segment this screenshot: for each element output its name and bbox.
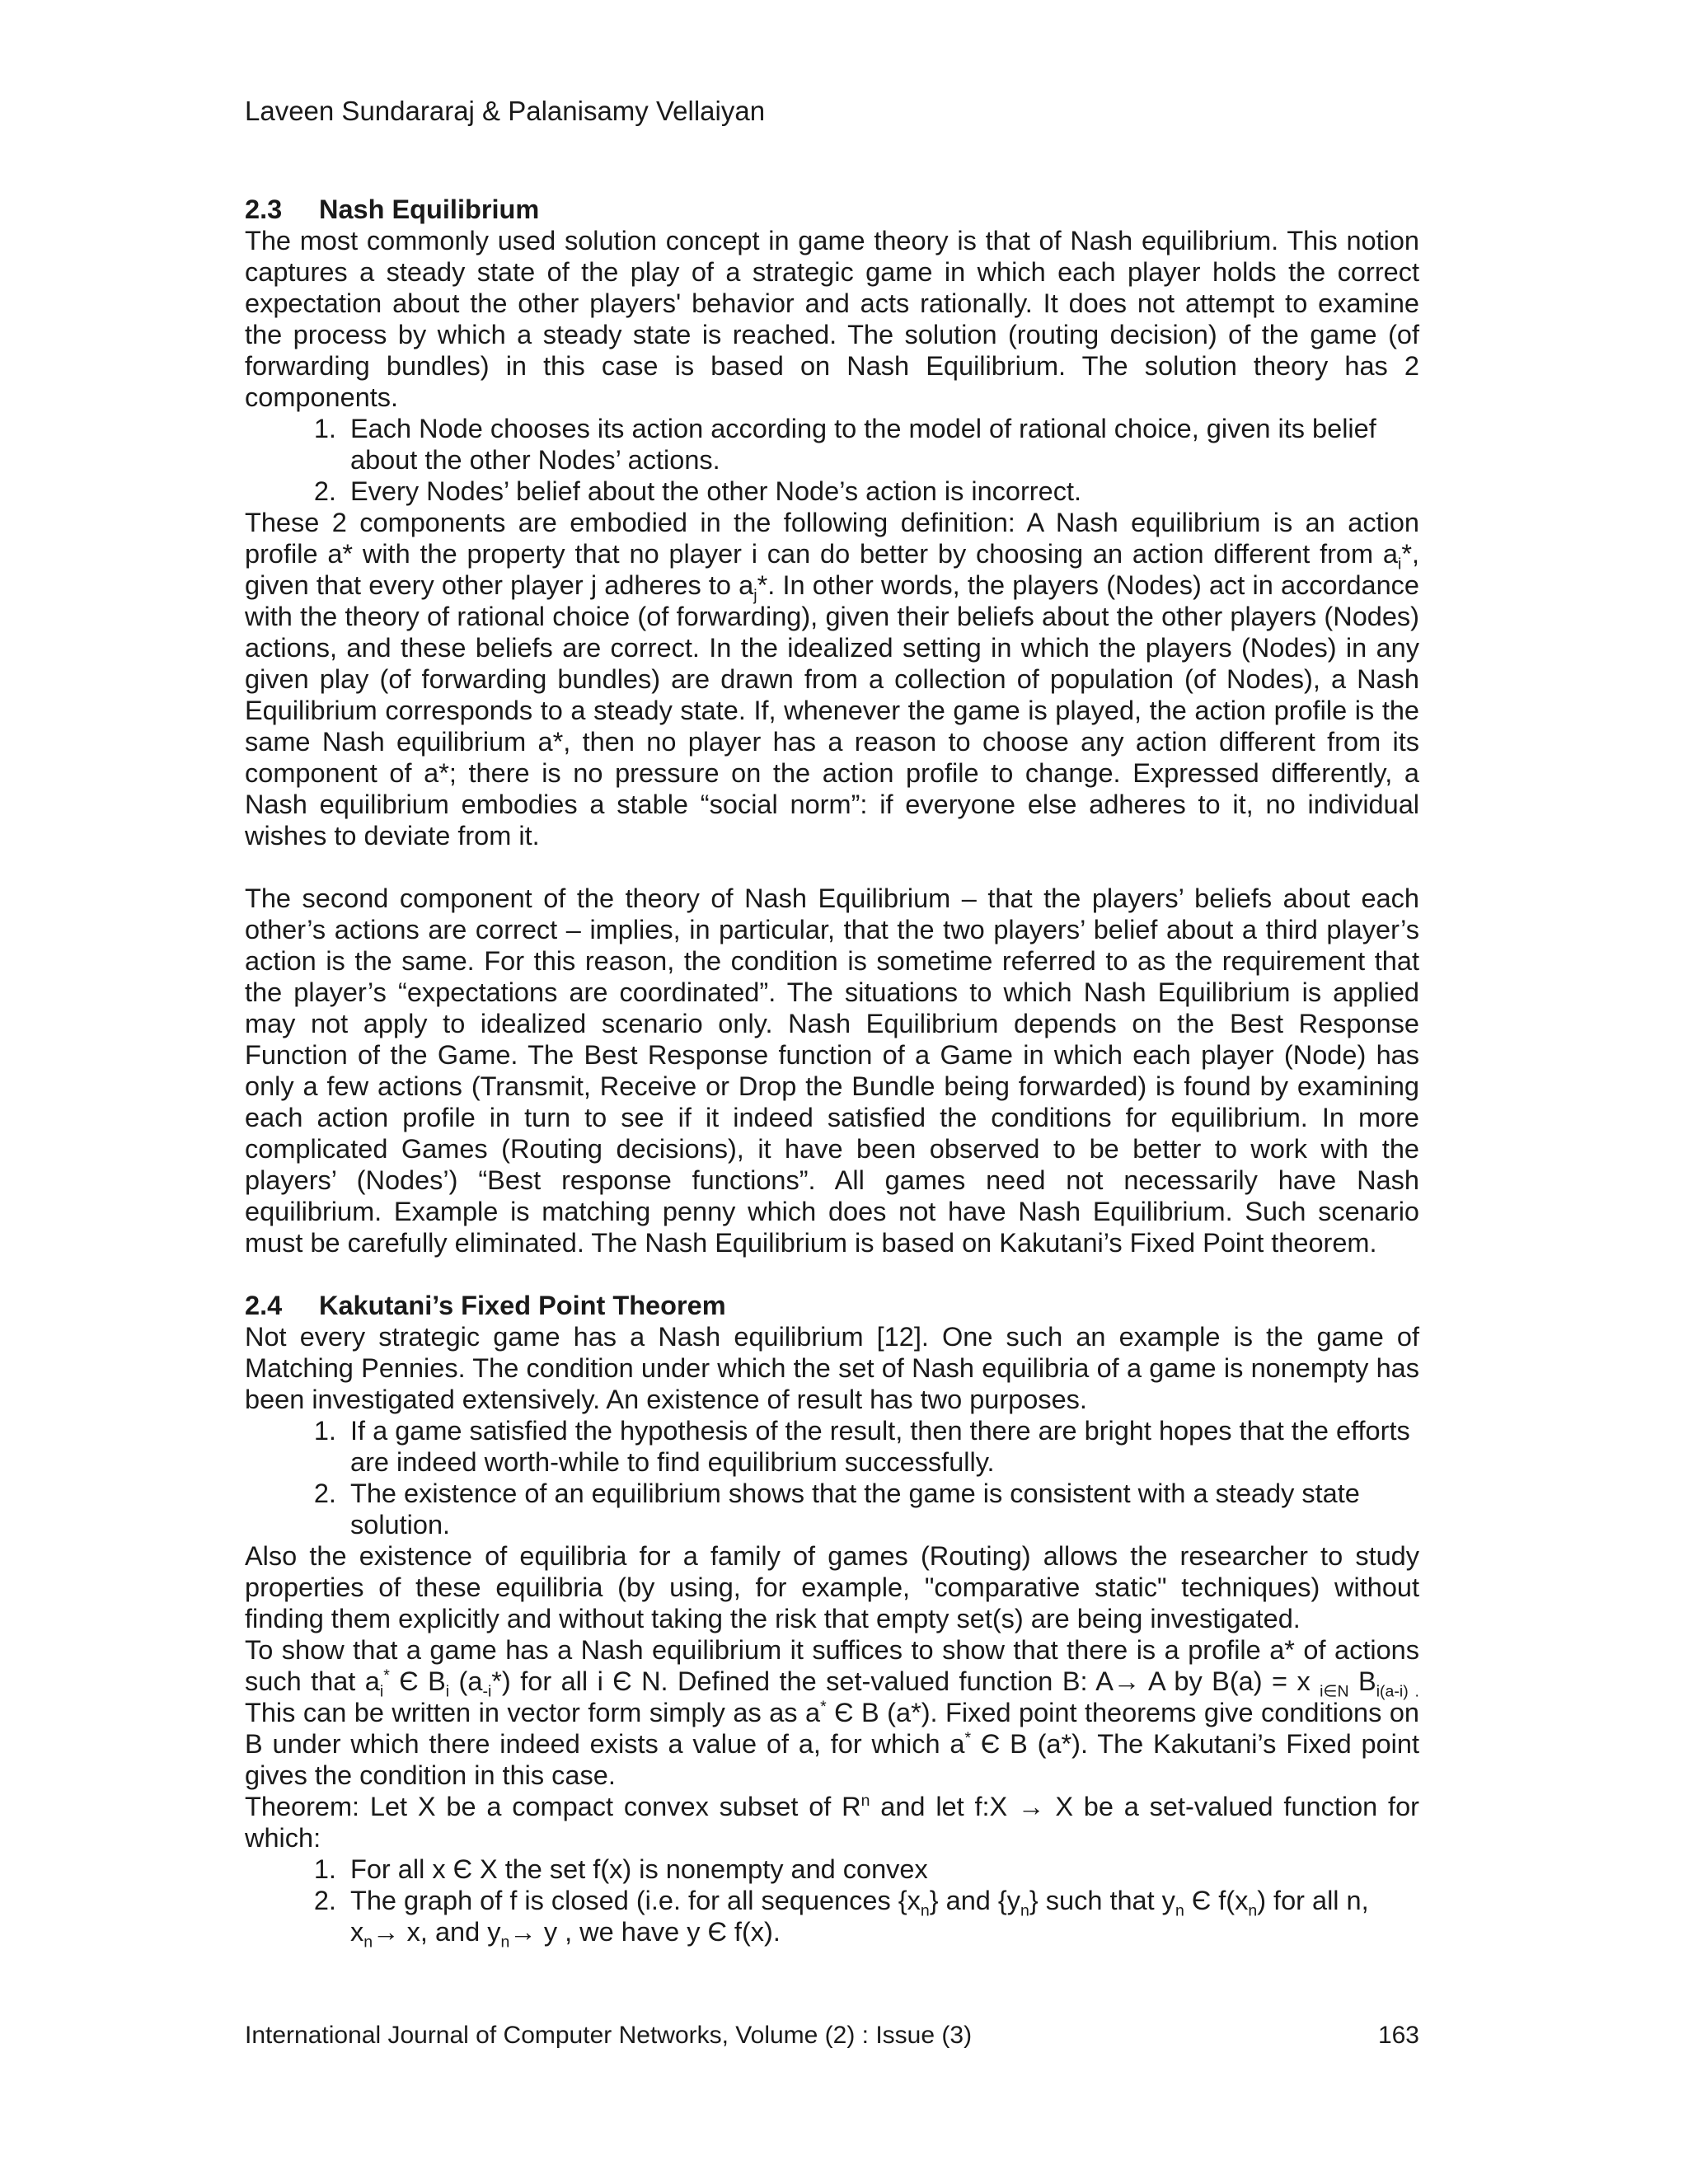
list-item: 1. Each Node chooses its action according to the model of rational choice, given its belief about the other Nodes’ actions. bbox=[344, 413, 1419, 476]
list-item: 1. If a game satisfied the hypothesis of the result, then there are bright hopes that the efforts are indeed worth-while to find equilibrium successfully. bbox=[344, 1415, 1419, 1478]
journal-name: International Journal of Computer Networks, Volume (2) : Issue (3) bbox=[245, 2022, 973, 2049]
section-heading-2-4: 2.4 Kakutani’s Fixed Point Theorem bbox=[245, 1291, 726, 1320]
paragraph: To show that a game has a Nash equilibrium it suffices to show that there is a profile a* of actions such that $a_i^*$ Є $B_i$ $(a_{-i}*)$ for all i Є N. Defined the set-valued function B: A→ A by B(a) = x $_{i\in N}$ $B_{i(a-i) .}$ This can be written in vector form simply as as a* Є B (a*). Fixed point theorems give conditions on B under which there indeed exists a value of a, for which a* Є B (a*). The Kakutani’s Fixed point gives the condition in this case. bbox=[245, 1635, 1419, 1790]
paragraph: These 2 components are embodied in the following definition: A Nash equilibrium is an action profile a* with the property that no player i can do better by choosing an action different from $a_i*$, given that every other player j adheres to $a_j*$. In other words, the players (Nodes) act in accordance with the theory of rational choice (of forwarding), given their beliefs about the other players (Nodes) actions, and these beliefs are correct. In the idealized setting in which the players (Nodes) in any given play (of forwarding bundles) are drawn from a collection of population (of Nodes), a Nash Equilibrium corresponds to a steady state. If, whenever the game is played, the action profile is the same Nash equilibrium a*, then no player has a reason to choose any action different from its component of a*; there is no pressure on the action profile to change. Expressed differently, a Nash equilibrium embodies a stable “social norm”: if everyone else adheres to it, no individual wishes to deviate from it. bbox=[245, 508, 1419, 851]
list-item: 2. Every Nodes’ belief about the other Node’s action is incorrect. bbox=[344, 476, 1419, 507]
theorem-statement: Theorem: Let X be a compact convex subset of $R^n$ and let f:X → X be a set-valued function for which: bbox=[245, 1792, 1419, 1853]
page-body bbox=[245, 194, 1419, 1952]
list-item: 1. For all x Є X the set f(x) is nonempty and convex bbox=[344, 1854, 1419, 1885]
paragraph: Not every strategic game has a Nash equilibrium [12]. One such an example is the game of Matching Pennies. The condition under which the set of Nash equilibria of a game is nonempty has been investigated extensively. An existence of result has two purposes. bbox=[245, 1322, 1419, 1414]
page-number: 163 bbox=[1377, 2022, 1419, 2049]
list-item: 2. The existence of an equilibrium shows that the game is consistent with a steady state solution. bbox=[344, 1478, 1419, 1540]
numbered-list bbox=[245, 413, 1419, 507]
running-header: Laveen Sundararaj & Palanisamy Vellaiyan bbox=[245, 96, 766, 126]
numbered-list bbox=[245, 1854, 1419, 1952]
numbered-list bbox=[245, 1415, 1419, 1540]
section-heading-2-3: 2.3 Nash Equilibrium bbox=[245, 194, 540, 224]
paragraph: The second component of the theory of Nash Equilibrium – that the players’ beliefs about each other’s actions are correct – implies, in particular, that the two players’ belief about a third player’s action is the same. For this reason, the condition is sometime referred to as the requirement that the player’s “expectations are coordinated”. The situations to which Nash Equilibrium is applied may not apply to idealized scenario only. Nash Equilibrium depends on the Best Response Function of the Game. The Best Response function of a Game in which each player (Node) has only a few actions (Transmit, Receive or Drop the Bundle being forwarded) is found by examining each action profile in turn to see if it indeed satisfied the conditions for equilibrium. In more complicated Games (Routing decisions), it have been observed to be better to work with the players’ (Nodes’) “Best response functions”. All games need not necessarily have Nash equilibrium. Example is matching penny which does not have Nash Equilibrium. Such scenario must be carefully eliminated. The Nash Equilibrium is based on Kakutani’s Fixed Point theorem. bbox=[245, 883, 1419, 1258]
list-item: 2. The graph of f is closed (i.e. for all sequences $\{x_n\}$ and $\{y_n\}$ such that $y_n$ Є $f(x_n)$ for all n, $x_n\to x$, and $y_n\to y$ , we have y Є f(x). bbox=[344, 1885, 1419, 1947]
page-footer bbox=[245, 2021, 1419, 2050]
paper-page bbox=[245, 0, 1419, 2184]
paragraph: Also the existence of equilibria for a family of games (Routing) allows the researcher to study properties of these equilibria (by using, for example, "comparative static" techniques) without finding them explicitly and without taking the risk that empty set(s) are being investigated. bbox=[245, 1541, 1419, 1633]
paragraph: The most commonly used solution concept in game theory is that of Nash equilibrium. This notion captures a steady state of the play of a strategic game in which each player holds the correct expectation about the other players' behavior and acts rationally. It does not attempt to examine the process by which a steady state is reached. The solution (routing decision) of the game (of forwarding bundles) in this case is based on Nash Equilibrium. The solution theory has 2 components. bbox=[245, 226, 1419, 412]
